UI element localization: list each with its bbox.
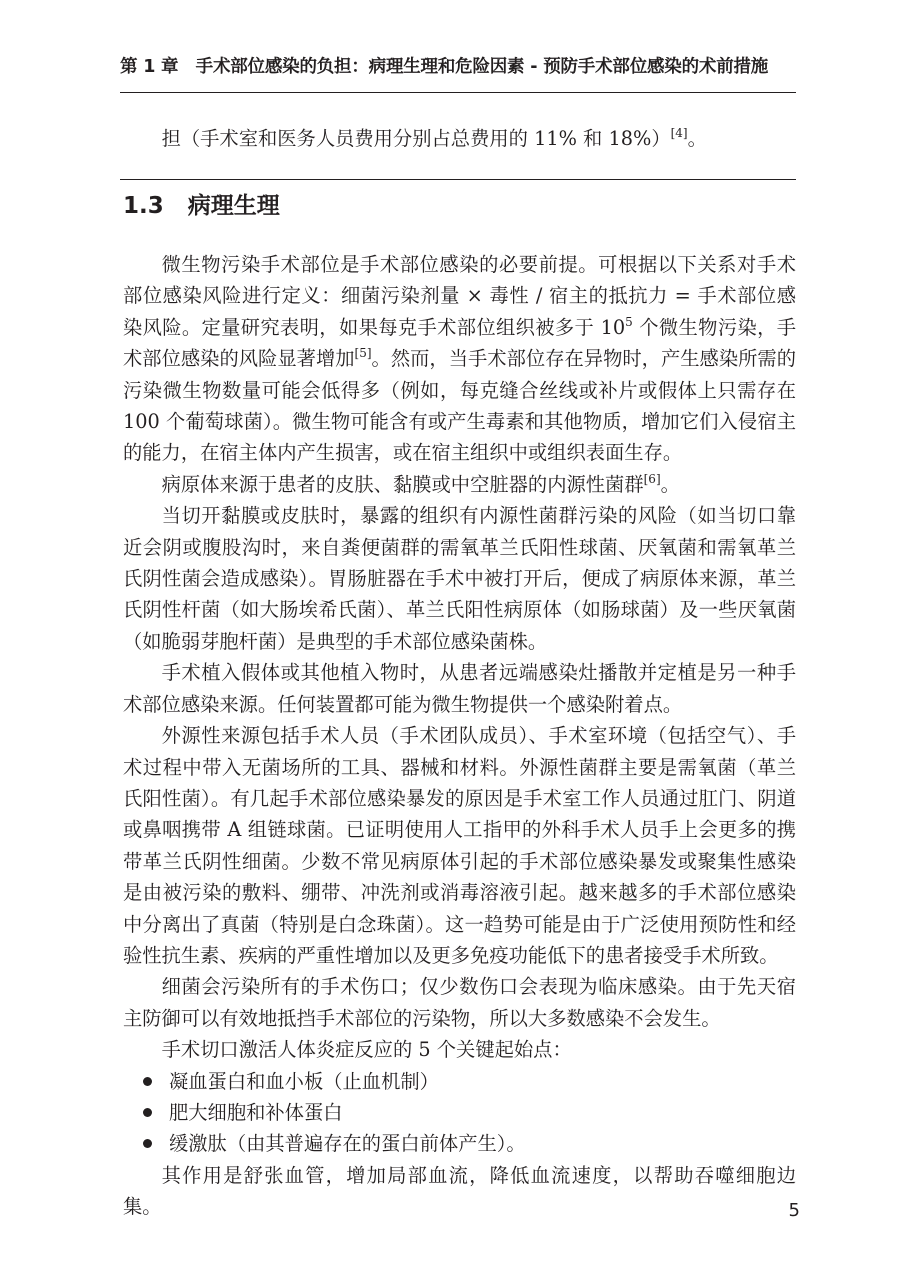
running-header: 第 1 章 手术部位感染的负担：病理生理和危险因素 - 预防手术部位感染的术前措施 — [120, 57, 769, 77]
paragraph: 其作用是舒张血管，增加局部血流，降低血流速度，以帮助吞噬细胞边集。 — [123, 1163, 796, 1219]
citation: [6] — [643, 471, 661, 486]
list-item: 凝血蛋白和血小板（止血机制） — [123, 1066, 796, 1097]
paragraph: 外源性来源包括手术人员（手术团队成员）、手术室环境（包括空气）、手术过程中带入无菌场所的工具、器械和材料。外源性菌群主要是需氧菌（革兰氏阳性菌）。有几起手术部位感染暴发的原因是手术室工作人员通过肛门、阴道或鼻咽携带 A 组链球菌。已证明使用人工指甲的外科手术人员手上会更多的携带革兰氏阴性细菌。少数不常见病原体引起的手术部位感染暴发或聚集性感染是由被污染的敷料、绷带、冲洗剂或消毒溶液引起。越来越多的手术部位感染中分离出了真菌（特别是白念珠菌）。这一趋势可能是由于广泛使用预防性和经验性抗生素、疾病的严重性增加以及更多免疫功能低下的患者接受手术所致。 — [123, 724, 796, 967]
section-title: 病理生理 — [187, 193, 280, 219]
paragraph: 手术切口激活人体炎症反应的 5 个关键起始点： — [161, 1038, 572, 1062]
page-number: 5 — [788, 1200, 800, 1221]
paragraph: 当切开黏膜或皮肤时，暴露的组织有内源性菌群污染的风险（如当切口靠近会阴或腹股沟时，来自粪便菌群的需氧革兰氏阳性球菌、厌氧菌和需氧革兰氏阴性菌会造成感染）。胃肠脏器在手术中被打开后，便成了病原体来源，革兰氏阴性杆菌（如大肠埃希氏菌）、革兰氏阳性病原体（如肠球菌）及一些厌氧菌（如脆弱芽胞杆菌）是典型的手术部位感染菌株。 — [123, 504, 796, 653]
list-item: 缓激肽（由其普遍存在的蛋白前体产生）。 — [123, 1128, 796, 1159]
paragraph: 手术植入假体或其他植入物时，从患者远端感染灶播散并定植是另一种手术部位感染来源。任何装置都可能为微生物提供一个感染附着点。 — [123, 661, 796, 716]
citation: [4] — [670, 126, 688, 140]
paragraph: 微生物污染手术部位是手术部位感染的必要前提。可根据以下关系对手术部位感染风险进行定义：细菌污染剂量 × 毒性 / 宿主的抵抗力 = 手术部位感染风险。定量研究表明，如果每克手术部位组织被多于 $10^5$ 个微生物污染，手术部位感染的风险显著增加[5]。然而，当手术部位存在异物时，产生感染所需的污染微生物数量可能会低得多（例如，每克缝合丝线或补片或假体上只需存在 100 个葡萄球菌）。微生物可能含有或产生毒素和其他物质，增加它们入侵宿主的能力，在宿主体内产生损害，或在宿主组织中或组织表面生存。 — [123, 253, 796, 465]
section-number: 1.3 — [123, 193, 164, 219]
list-item: 肥大细胞和补体蛋白 — [123, 1097, 796, 1128]
section-body — [123, 249, 796, 1223]
header-rule — [120, 92, 796, 93]
bullet-icon — [143, 1139, 152, 1148]
exponent: 5 — [625, 314, 633, 329]
continued-paragraph — [123, 123, 796, 154]
section-rule — [120, 179, 796, 180]
paragraph: 担（手术室和医务人员费用分别占总费用的 11% 和 18%）[4]。 — [161, 126, 707, 150]
bullet-list — [123, 1066, 796, 1160]
paragraph: 病原体来源于患者的皮肤、黏膜或中空脏器的内源性菌群[6]。 — [161, 471, 680, 496]
section-heading — [123, 186, 280, 226]
bullet-icon — [143, 1108, 152, 1117]
citation: [5] — [354, 346, 372, 361]
paragraph: 细菌会污染所有的手术伤口；仅少数伤口会表现为临床感染。由于先天宿主防御可以有效地抵挡手术部位的污染物，所以大多数感染不会发生。 — [123, 975, 796, 1030]
bullet-icon — [143, 1077, 152, 1086]
